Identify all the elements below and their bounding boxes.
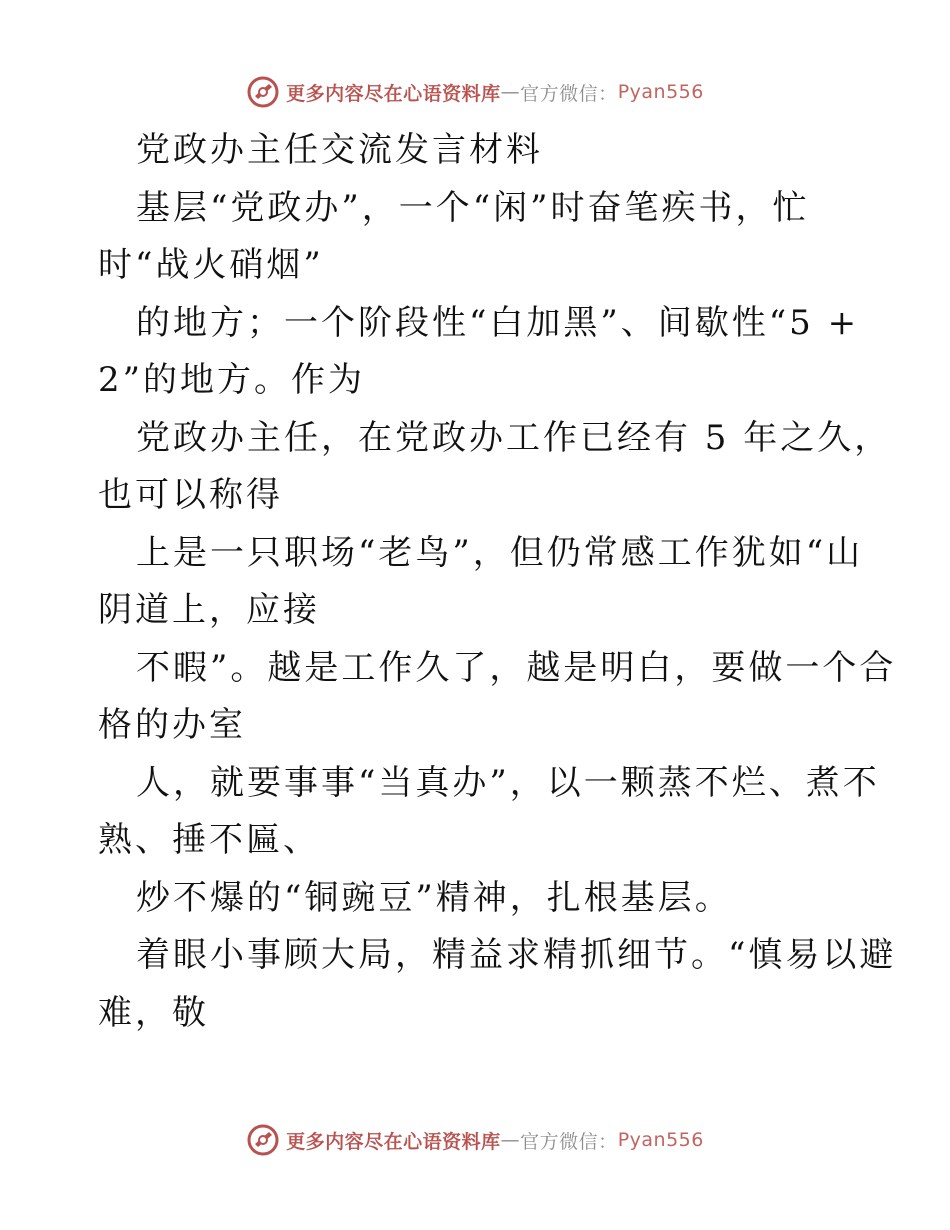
document-title: 党政办主任交流发言材料 xyxy=(136,130,543,170)
red-seal-logo-icon xyxy=(246,1123,280,1157)
banner-wechat-id: Pyan556 xyxy=(617,81,704,103)
paragraph-line: 也可以称得 xyxy=(98,475,283,515)
paragraph-line: 上是一只职场“老鸟”，但仍常感工作犹如“山 xyxy=(136,532,864,573)
paragraph-line: 基层“党政办”，一个“闲”时奋笔疾书，忙 xyxy=(136,187,810,228)
paragraph-line: 的地方；一个阶段性“白加黑”、间歇性“5 + xyxy=(136,302,860,343)
footer-watermark-banner xyxy=(0,1120,950,1160)
document-body xyxy=(98,122,897,1042)
paragraph-line: 人，就要事事“当真办”，以一颗蒸不烂、煮不 xyxy=(136,762,880,803)
header-watermark-banner xyxy=(0,72,950,112)
paragraph-line: 2”的地方。作为 xyxy=(98,360,366,400)
paragraph-line: 着眼小事顾大局，精益求精抓细节。“慎易以避 xyxy=(136,935,897,975)
banner-dash: — xyxy=(500,81,521,103)
paragraph-line: 阴道上，应接 xyxy=(98,590,320,630)
banner-wechat-id: Pyan556 xyxy=(617,1129,704,1151)
banner-main-text: 更多内容尽在心语资料库 xyxy=(286,82,501,105)
banner-dash: — xyxy=(500,1129,521,1151)
paragraph-line: 党政办主任，在党政办工作已经有 5 年之久， xyxy=(136,417,892,458)
paragraph-line: 格的办室 xyxy=(98,705,246,745)
paragraph-line: 时“战火硝烟” xyxy=(98,245,324,285)
paragraph-line: 不暇”。越是工作久了，越是明白，要做一个合 xyxy=(136,647,897,688)
paragraph-line: 难，敬 xyxy=(98,992,209,1033)
banner-main-text: 更多内容尽在心语资料库 xyxy=(286,1130,501,1153)
paragraph-line: 炒不爆的“铜豌豆”精神，扎根基层。 xyxy=(136,877,732,918)
banner-sub-text: 官方微信： xyxy=(520,82,618,105)
red-seal-logo-icon xyxy=(246,75,280,109)
paragraph-line: 熟、捶不匾、 xyxy=(98,820,320,860)
banner-sub-text: 官方微信： xyxy=(520,1130,618,1153)
